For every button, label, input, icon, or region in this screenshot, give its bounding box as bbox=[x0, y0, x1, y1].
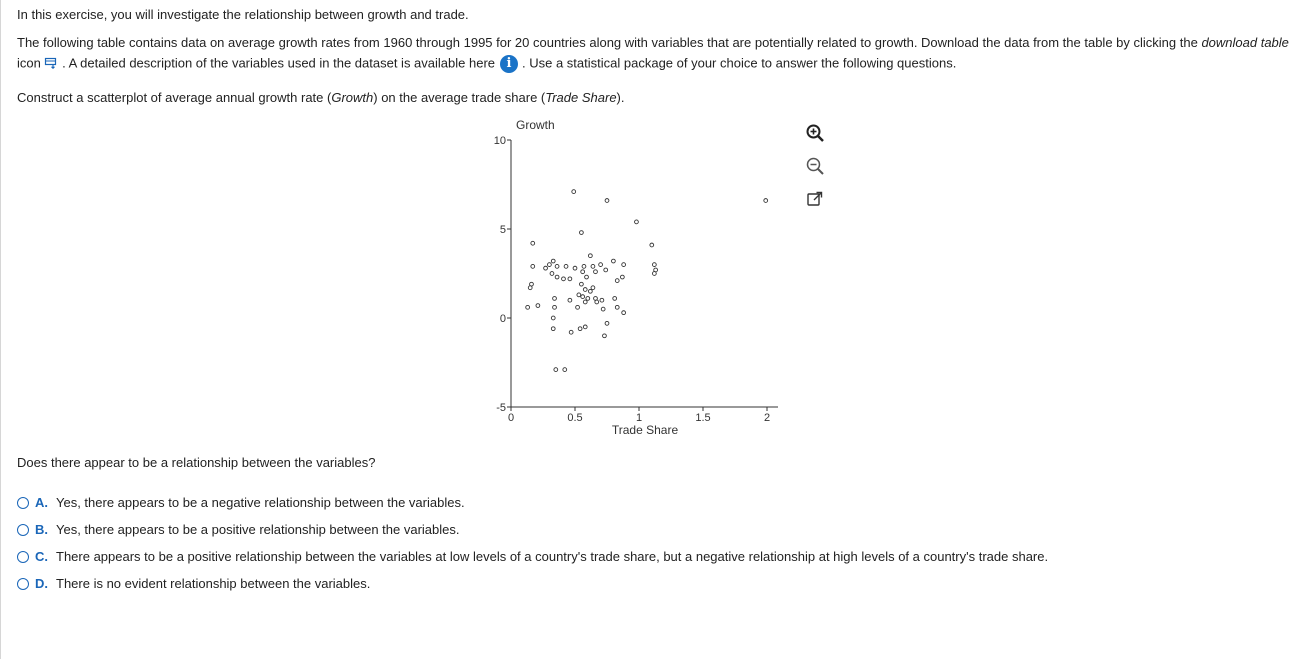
trade-share-var: Trade Share bbox=[545, 90, 617, 105]
y-tick-label: 10 bbox=[493, 135, 506, 147]
data-point bbox=[573, 266, 577, 270]
download-table-icon[interactable] bbox=[44, 57, 58, 72]
x-tick-label: 1.5 bbox=[695, 412, 711, 424]
data-point bbox=[652, 263, 656, 267]
data-point bbox=[580, 282, 584, 286]
scatterplot bbox=[480, 112, 790, 442]
data-point bbox=[582, 264, 586, 268]
data-point bbox=[550, 272, 554, 276]
data-point bbox=[595, 300, 599, 304]
data-point bbox=[583, 288, 587, 292]
option-a[interactable] bbox=[17, 495, 465, 510]
data-point bbox=[586, 297, 590, 301]
data-point bbox=[652, 272, 656, 276]
option-d-radio[interactable] bbox=[17, 578, 29, 590]
data-point bbox=[568, 298, 572, 302]
data-point bbox=[599, 263, 603, 267]
option-c[interactable] bbox=[17, 549, 1048, 564]
data-point bbox=[588, 289, 592, 293]
data-point bbox=[603, 334, 607, 338]
zoom-in-icon bbox=[805, 123, 825, 143]
option-text: Yes, there appears to be a negative relationship between the variables. bbox=[56, 495, 465, 510]
data-point bbox=[581, 270, 585, 274]
option-b[interactable] bbox=[17, 522, 460, 537]
data-point bbox=[581, 295, 585, 299]
data-point bbox=[604, 268, 608, 272]
data-point bbox=[583, 300, 587, 304]
data-point bbox=[551, 316, 555, 320]
data-point bbox=[536, 304, 540, 308]
intro-text: In this exercise, you will investigate the relationship between growth and trade. bbox=[17, 7, 469, 22]
option-c-radio[interactable] bbox=[17, 551, 29, 563]
data-point bbox=[650, 243, 654, 247]
data-point bbox=[622, 311, 626, 315]
data-point bbox=[554, 368, 558, 372]
data-point bbox=[569, 330, 573, 334]
option-letter: C. bbox=[35, 549, 48, 564]
data-point bbox=[588, 254, 592, 258]
y-tick-label: -5 bbox=[496, 402, 506, 414]
data-point bbox=[594, 270, 598, 274]
option-d[interactable] bbox=[17, 576, 370, 591]
data-point bbox=[548, 263, 552, 267]
data-point bbox=[531, 264, 535, 268]
zoom-out-button[interactable] bbox=[803, 154, 827, 178]
data-point bbox=[576, 305, 580, 309]
data-point bbox=[591, 286, 595, 290]
data-point bbox=[613, 297, 617, 301]
popout-icon bbox=[805, 189, 825, 209]
data-point bbox=[591, 264, 595, 268]
data-point bbox=[544, 266, 548, 270]
paragraph-line-2 bbox=[17, 55, 956, 73]
zoom-out-icon bbox=[805, 156, 825, 176]
description-text: . A detailed description of the variables used in the dataset is available here bbox=[62, 55, 496, 71]
data-point bbox=[555, 275, 559, 279]
data-point bbox=[615, 305, 619, 309]
construct-text-a: Construct a scatterplot of average annual growth rate ( bbox=[17, 90, 332, 105]
data-point bbox=[605, 199, 609, 203]
data-point bbox=[605, 321, 609, 325]
data-point bbox=[526, 305, 530, 309]
data-point bbox=[585, 275, 589, 279]
growth-var: Growth bbox=[331, 90, 374, 105]
data-point bbox=[635, 220, 639, 224]
icon-word: icon bbox=[17, 55, 41, 71]
option-text: Yes, there appears to be a positive relationship between the variables. bbox=[56, 522, 460, 537]
y-tick-label: 0 bbox=[499, 313, 506, 325]
y-axis-label: Growth bbox=[516, 118, 555, 132]
data-point bbox=[562, 277, 566, 281]
x-tick-label: 0.5 bbox=[567, 412, 583, 424]
data-point bbox=[600, 298, 604, 302]
download-table-link-text: download table bbox=[1201, 35, 1289, 50]
data-point bbox=[568, 277, 572, 281]
data-point bbox=[563, 368, 567, 372]
data-point bbox=[553, 305, 557, 309]
chart-tools bbox=[803, 121, 827, 220]
data-point bbox=[528, 286, 532, 290]
paragraph-text: The following table contains data on average growth rates from 1960 through 1995 for 20 countries along with variables that are potentially related to growth. Download the data from the table by clicking the bbox=[17, 35, 1202, 50]
popout-button[interactable] bbox=[803, 187, 827, 211]
x-tick-label: 0 bbox=[507, 412, 515, 424]
data-point bbox=[620, 275, 624, 279]
x-axis-label: Trade Share bbox=[611, 423, 679, 437]
data-point bbox=[572, 190, 576, 194]
data-point bbox=[601, 307, 605, 311]
option-a-radio[interactable] bbox=[17, 497, 29, 509]
data-point bbox=[583, 325, 587, 329]
y-tick-label: 5 bbox=[499, 224, 506, 236]
option-letter: A. bbox=[35, 495, 48, 510]
data-point bbox=[578, 327, 582, 331]
data-point bbox=[580, 231, 584, 235]
info-icon[interactable]: i bbox=[500, 55, 518, 73]
data-point bbox=[612, 259, 616, 263]
option-text: There appears to be a positive relationship between the variables at low levels of a country's trade share, but a negative relationship at high levels of a country's trade share. bbox=[56, 549, 1049, 564]
data-point bbox=[551, 259, 555, 263]
data-point bbox=[564, 264, 568, 268]
option-b-radio[interactable] bbox=[17, 524, 29, 536]
option-text: There is no evident relationship between the variables. bbox=[56, 576, 371, 591]
data-point bbox=[764, 199, 768, 203]
construct-instruction bbox=[17, 90, 625, 105]
data-point bbox=[622, 263, 626, 267]
data-point bbox=[551, 327, 555, 331]
data-point bbox=[531, 241, 535, 245]
construct-text-c: ). bbox=[616, 90, 625, 105]
question-text: Does there appear to be a relationship between the variables? bbox=[17, 455, 376, 470]
zoom-in-button[interactable] bbox=[803, 121, 827, 145]
left-border bbox=[0, 0, 1, 659]
option-letter: D. bbox=[35, 576, 48, 591]
option-letter: B. bbox=[35, 522, 48, 537]
data-point bbox=[553, 297, 557, 301]
construct-text-b: ) on the average trade share ( bbox=[373, 90, 546, 105]
data-point bbox=[555, 264, 559, 268]
paragraph-line-1 bbox=[17, 35, 1289, 50]
x-tick-label: 1 bbox=[635, 412, 643, 424]
data-point bbox=[577, 293, 581, 297]
instructions-text: . Use a statistical package of your choice to answer the following questions. bbox=[522, 55, 957, 71]
data-point bbox=[615, 279, 619, 283]
x-tick-label: 2 bbox=[763, 412, 771, 424]
